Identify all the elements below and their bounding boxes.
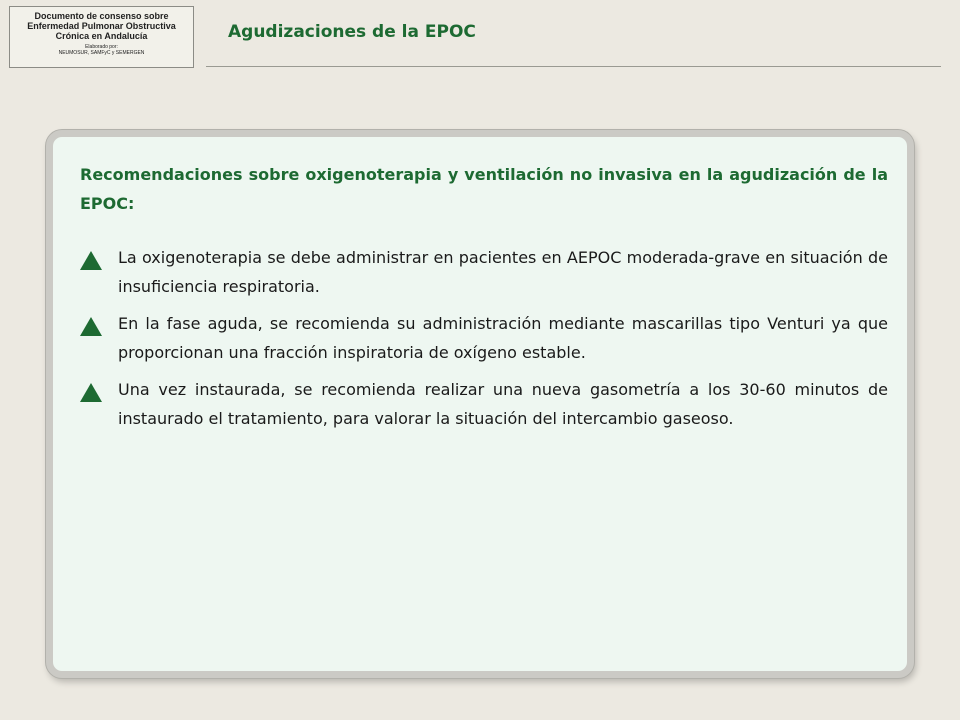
triangle-up-icon bbox=[80, 383, 102, 402]
logo-line-1: Documento de consenso sobre bbox=[34, 11, 169, 21]
consensus-document-logo bbox=[9, 6, 194, 68]
list-item-text: Una vez instaurada, se recomienda realizar una nueva gasometría a los 30-60 minutos de instaurado el tratamiento, para valorar la situación del intercambio gaseoso. bbox=[118, 380, 888, 428]
logo-line-3: Crónica en Andalucía bbox=[55, 31, 148, 41]
triangle-up-icon bbox=[80, 251, 102, 270]
recommendations-list bbox=[75, 243, 888, 441]
list-item bbox=[75, 243, 888, 301]
list-item bbox=[75, 309, 888, 367]
list-item bbox=[75, 375, 888, 433]
list-item-text: En la fase aguda, se recomienda su administración mediante mascarillas tipo Venturi ya que proporcionan una fracción inspiratoria de oxígeno estable. bbox=[118, 314, 888, 362]
card-title: Recomendaciones sobre oxigenoterapia y ventilación no invasiva en la agudización de la EPOC: bbox=[80, 165, 888, 213]
page-title: Agudizaciones de la EPOC bbox=[228, 22, 476, 42]
header-divider bbox=[206, 66, 941, 67]
triangle-up-icon bbox=[80, 317, 102, 336]
logo-line-2: Enfermedad Pulmonar Obstructiva bbox=[27, 21, 176, 31]
logo-elaborated-by: Elaborado por: bbox=[85, 44, 118, 50]
recommendations-card bbox=[46, 130, 914, 678]
list-item-text: La oxigenoterapia se debe administrar en pacientes en AEPOC moderada-grave en situación de insuficiencia respiratoria. bbox=[118, 248, 888, 296]
logo-organizations: NEUMOSUR, SAMFyC y SEMERGEN bbox=[58, 50, 145, 56]
